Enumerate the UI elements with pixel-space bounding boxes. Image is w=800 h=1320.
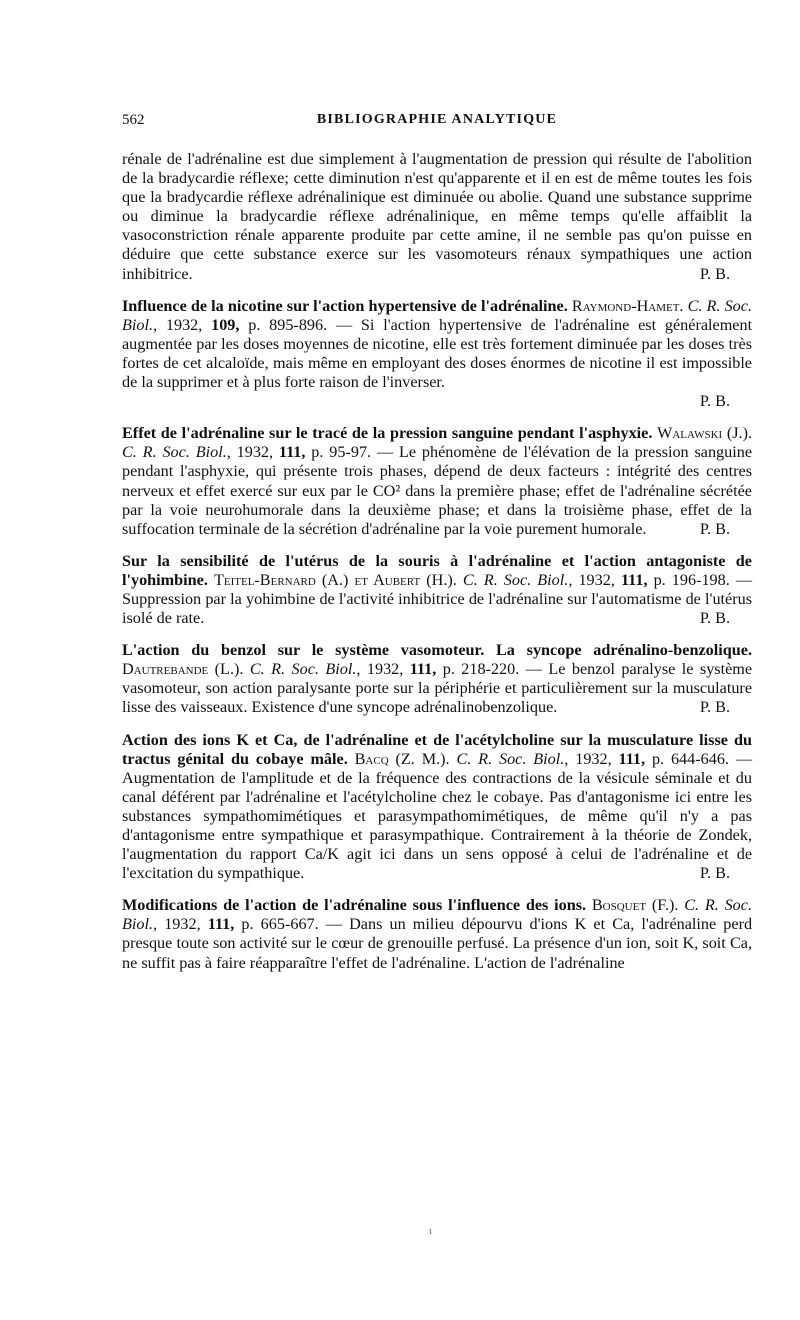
entry-journal: C. R. Soc. Biol., (456, 749, 569, 768)
entry-journal: C. R. Soc. Biol., (122, 443, 231, 462)
signature: P. B. (699, 264, 730, 283)
entry (122, 731, 752, 884)
entry-volume: 109, (211, 315, 240, 334)
page-header (122, 112, 752, 136)
entry-volume: 111, (620, 570, 648, 589)
entry-year: 1932, (366, 660, 404, 679)
entry-abstract: — Le phénomène de l'élévation de la pression sanguine pendant l'asphyxie, qui présente trois phases, dépend de deux facteurs : intégrité des centres nerveux et effet exercé sur eux par le CO² dans la première phase; effet de l'adrénaline sécrétée par la voie neurohumorale dans la deuxième phase; et dans la troisième phase, effet de la suffocation terminale de la sécrétion d'adrénaline par la voie purement humorale. (122, 443, 753, 538)
entry-journal: C. R. Soc. Biol., (122, 296, 753, 334)
footer-mark: ι (429, 1226, 432, 1237)
entry-journal: C. R. Soc. Biol., (249, 660, 361, 679)
entry (122, 641, 752, 717)
entry-author: Raymond-Hamet. (571, 296, 684, 315)
entry-abstract: — Le benzol paralyse le système vasomoteur, son action paralysante porte sur la périphérie et particulièrement sur la musculature lisse des vaisseaux. Existence d'une syncope adrénalinobenzolique. (122, 660, 753, 717)
entry-title: Influence de la nicotine sur l'action hypertensive de l'adrénaline. (122, 296, 568, 315)
signature: P. B. (699, 698, 730, 717)
running-title: BIBLIOGRAPHIE ANALYTIQUE (316, 112, 558, 127)
entry-author: Bacq (Z. M.). (354, 749, 450, 768)
entry-year: 1932, (165, 315, 203, 334)
entry-abstract: — Si l'action hypertensive de l'adrénaline est généralement augmentée par les doses moyennes de nicotine, elle est très fortement diminuée par les doses très fortes de cet alcaloïde, mais même en employant des doses énormes de nicotine il est impossible de la supprimer et à plus forte raison de l'inverser. (122, 315, 753, 392)
intro-text: rénale de l'adrénaline est due simplement à l'augmentation de pression qui résulte de l'abolition de la bradycardie réflexe; cette diminution n'est qu'apparente et il en est de même toutes les fois que la bradycardie réflexe adrénalinique est diminuée ou abolie. Quand une substance supprime ou diminue la bradycardie réflexe adrénalinique, en même temps qu'elle affaiblit la vasoconstriction rénale apparente produite par cette amine, il ne semble pas qu'on puisse en déduire que cette substance exerce sur les vasomoteurs rénaux sympathiques une action inhibitrice. (122, 150, 752, 283)
entry-year: 1932, (164, 915, 201, 934)
intro-paragraph (122, 150, 752, 284)
entry (122, 297, 752, 412)
entry-pages: p. 665-667. (241, 915, 319, 934)
page-body (122, 150, 752, 986)
entry-abstract: — Suppression par la yohimbine de l'activité inhibitrice de l'adrénaline sur l'automatisme de l'utérus isolé de rate. (122, 570, 753, 628)
entry-title: Sur la sensibilité de l'utérus de la souris à l'adrénaline et l'action antagoniste de l'yohimbine. (122, 551, 752, 589)
entry-title: Modifications de l'action de l'adrénaline sous l'influence des ions. (122, 896, 587, 915)
entry (122, 424, 752, 539)
entry-pages: p. 895-896. (248, 315, 328, 334)
entry-volume: 111, (207, 915, 235, 934)
entry-journal: C. R. Soc. Biol., (462, 570, 573, 589)
entry-pages: p. 95-97. (311, 443, 372, 462)
signature: P. B. (699, 519, 730, 538)
entry-author: Dautrebande (L.). (122, 660, 244, 679)
entry-volume: 111, (278, 443, 306, 462)
signature: P. B. (699, 864, 730, 883)
entry-abstract: — Dans un milieu dépourvu d'ions K et Ca, l'adrénaline perd presque toute son activité sur le cœur de grenouille perfusé. La présence d'un ion, soit K, soit Ca, ne suffit pas à faire réapparaître l'effet de l'adrénaline. L'action de l'adrénaline (122, 915, 753, 972)
entry-author: Bosquet (F.). (591, 896, 679, 915)
entry-pages: p. 196-198. (653, 570, 730, 589)
entry-volume: 111, (409, 660, 437, 679)
entry-title: L'action du benzol sur le système vasomoteur. La syncope adrénalino-benzolique. (122, 641, 752, 660)
entry-pages: p. 218-220. (442, 660, 520, 679)
entry-author: Teitel-Bernard (A.) et Aubert (H.). (213, 570, 457, 589)
entry-year: 1932, (236, 443, 274, 462)
entry-author: Walawski (J.). (657, 424, 753, 443)
entry-title: Effet de l'adrénaline sur le tracé de la pression sanguine pendant l'asphyxie. (122, 424, 653, 443)
entry (122, 896, 752, 972)
entry-abstract: — Augmentation de l'amplitude et de la fréquence des contractions de la vésicule séminale et du canal déférent par l'adrénaline et l'acétylcholine chez le cobaye. Pas d'antagonisme ici entre les substances sympathomimétiques et parasympathomimétiques, de même qu'il n'y a pas d'antagonisme entre sympathique et parasympathique. Contrairement à la théorie de Zondek, l'augmentation du rapport Ca/K agit ici dans un sens opposé à celui de l'adrénaline et de l'excitation du sympathique. (122, 749, 753, 883)
entry-year: 1932, (575, 749, 612, 768)
entry-pages: p. 644-646. (651, 749, 729, 768)
entry (122, 552, 752, 628)
page-number: 562 (122, 112, 145, 128)
entry-volume: 111, (618, 749, 646, 768)
signature: P. B. (699, 609, 730, 628)
entry-year: 1932, (578, 570, 615, 589)
signature: P. B. (699, 392, 730, 411)
entry-journal: C. R. Soc. Biol., (122, 896, 753, 934)
entry-title: Action des ions K et Ca, de l'adrénaline et de l'acétylcholine sur la musculature lisse du tractus génital du cobaye mâle. (122, 730, 752, 768)
